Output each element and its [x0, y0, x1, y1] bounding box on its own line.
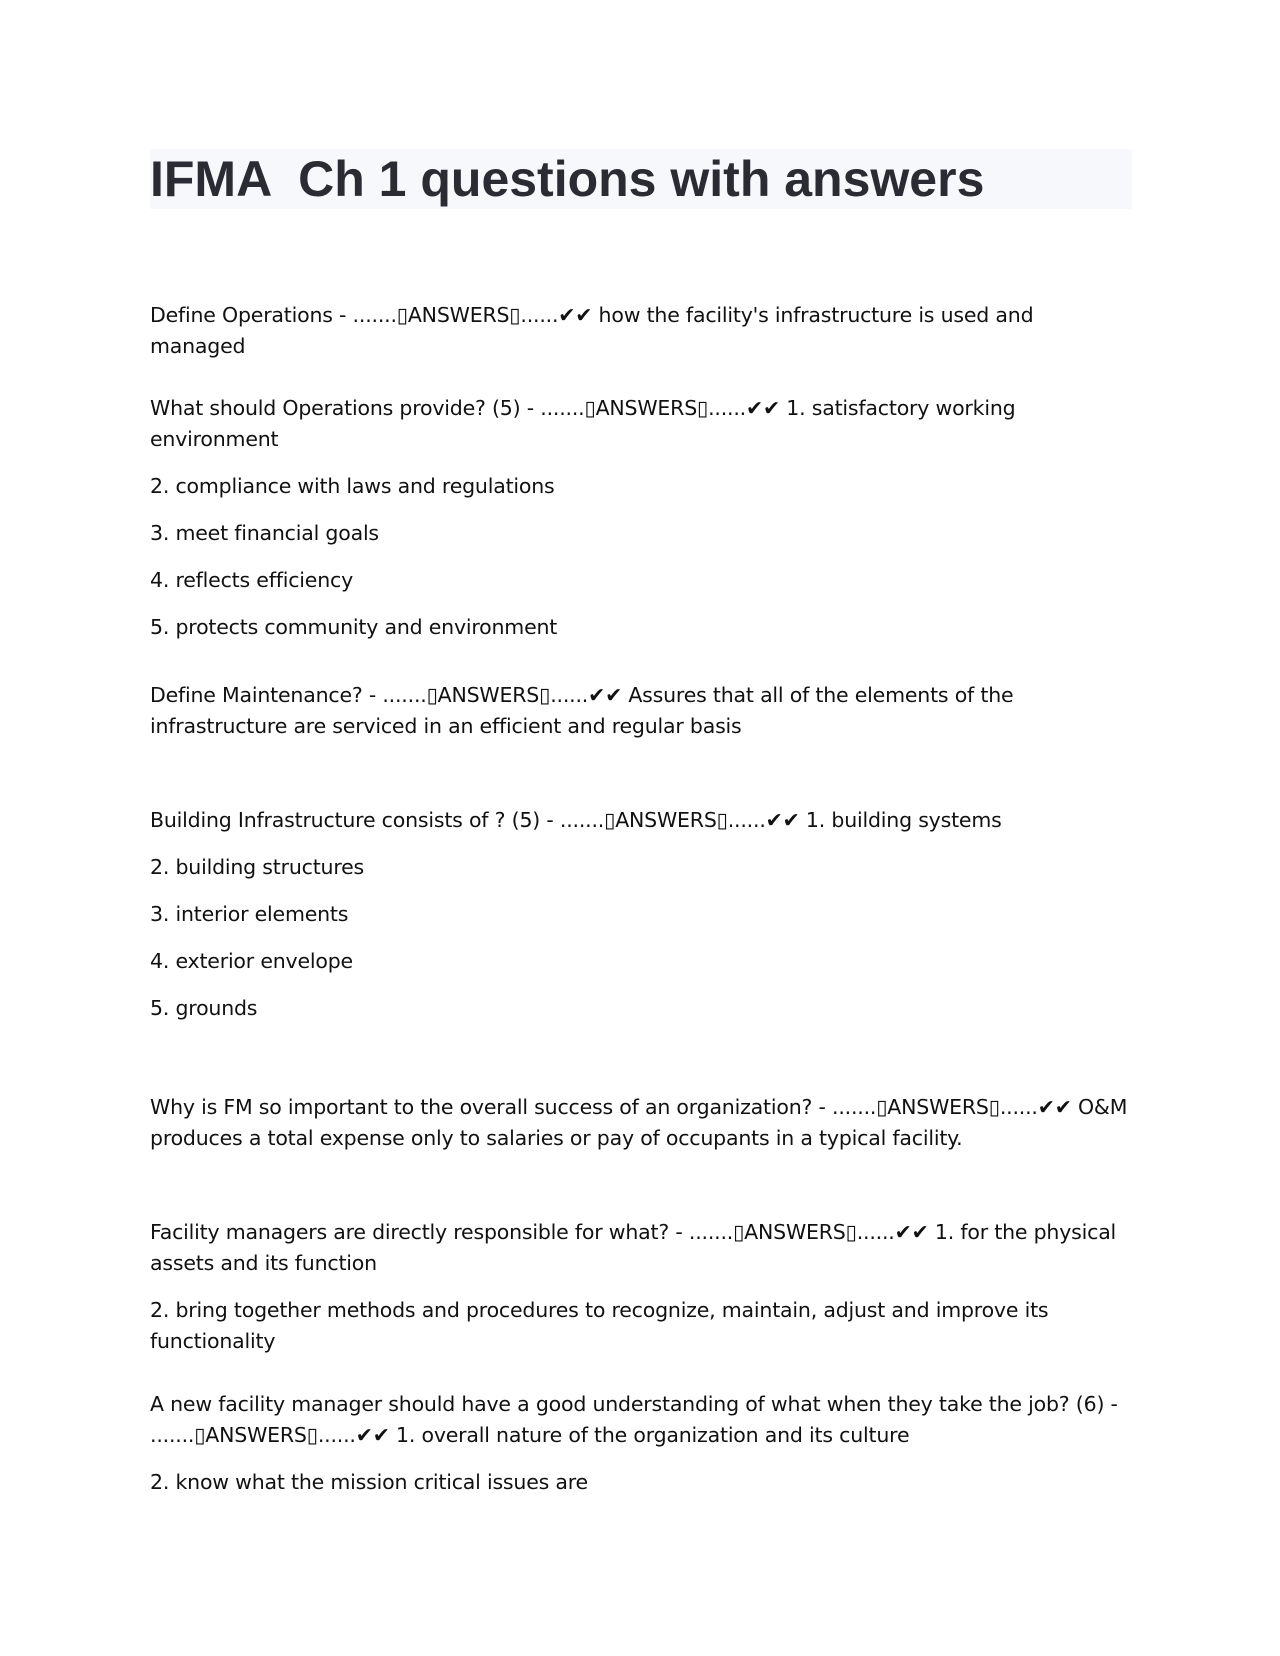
qa-item-fm-responsibility — [150, 1217, 1132, 1357]
document-title: IFMA Ch 1 questions with answers — [150, 151, 985, 207]
qa-item-maintenance — [150, 680, 1132, 742]
qa-question: Building Infrastructure consists of ? (5) - .......▯ANSWERS▯......✔✔ 1. building systems — [150, 808, 1002, 832]
qa-answer-line: 2. know what the mission critical issues are — [150, 1470, 588, 1494]
qa-question: Define Operations - .......▯ANSWERS▯......✔✔ how the facility's infrastructure is used and managed — [150, 303, 1034, 358]
qa-item-operations-provide — [150, 393, 1132, 643]
qa-item-new-manager — [150, 1389, 1132, 1498]
qa-answer-line: 5. protects community and environment — [150, 615, 558, 639]
qa-question: Why is FM so important to the overall success of an organization? - .......▯ANSWERS▯......✔✔ O&M produces a total expense only to salaries or pay of occupants in a typical facility. — [150, 1095, 1128, 1150]
qa-question: Define Maintenance? - .......▯ANSWERS▯......✔✔ Assures that all of the elements of the infrastructure are serviced in an efficient and regular basis — [150, 683, 1014, 738]
qa-item-operations — [150, 300, 1132, 362]
qa-question: What should Operations provide? (5) - .......▯ANSWERS▯......✔✔ 1. satisfactory working environment — [150, 396, 1016, 451]
qa-answer-line: 4. exterior envelope — [150, 949, 353, 973]
qa-item-infrastructure — [150, 805, 1132, 1024]
qa-question: A new facility manager should have a good understanding of what when they take the job? (6) - .......▯ANSWERS▯......✔✔ 1. overall nature of the organization and its culture — [150, 1392, 1118, 1447]
qa-answer-line: 2. bring together methods and procedures to recognize, maintain, adjust and improve its functionality — [150, 1298, 1049, 1353]
qa-answer-line: 2. building structures — [150, 855, 365, 879]
qa-question: Facility managers are directly responsible for what? - .......▯ANSWERS▯......✔✔ 1. for the physical assets and its function — [150, 1220, 1117, 1275]
qa-answer-line: 3. meet financial goals — [150, 521, 379, 545]
qa-answer-line: 5. grounds — [150, 996, 258, 1020]
qa-answer-line: 4. reflects efficiency — [150, 568, 354, 592]
qa-item-fm-importance — [150, 1092, 1132, 1154]
qa-answer-line: 3. interior elements — [150, 902, 349, 926]
qa-answer-line: 2. compliance with laws and regulations — [150, 474, 555, 498]
